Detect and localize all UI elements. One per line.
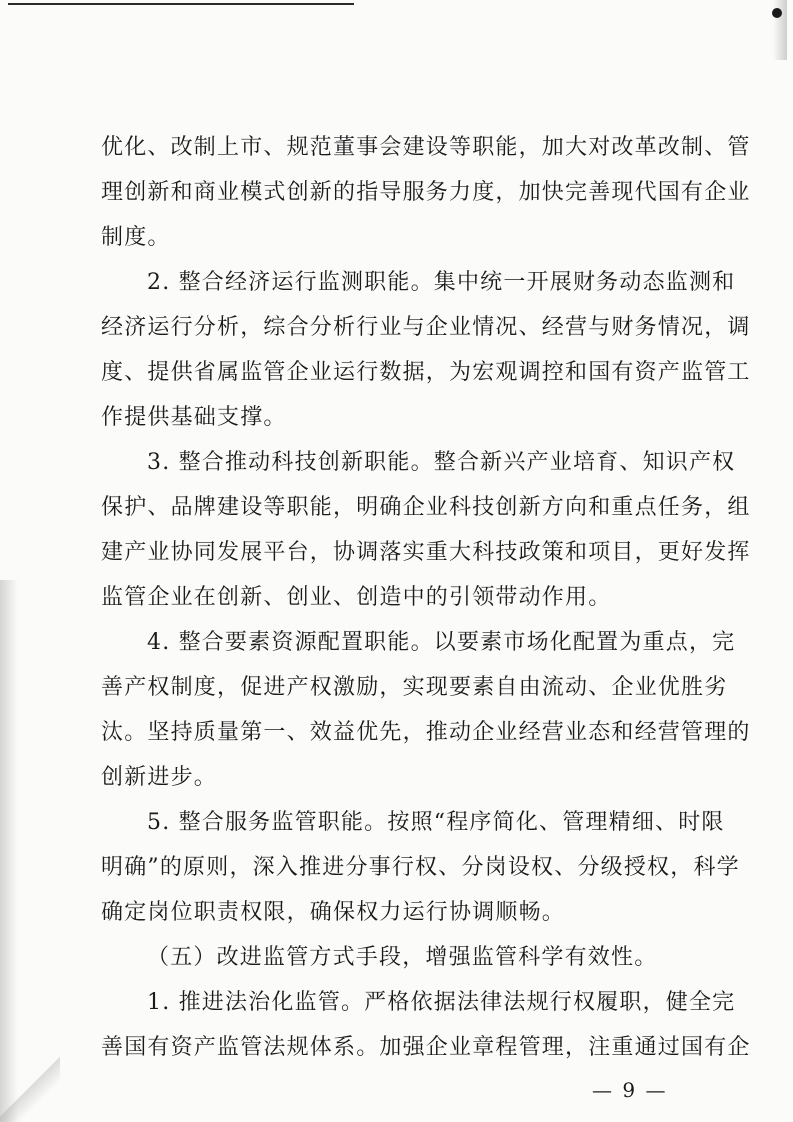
text-line: 监管企业在创新、创业、创造中的引领带动作用。 bbox=[101, 585, 612, 610]
subsection-title: （五）改进监管方式手段，增强监管科学有效性。 bbox=[147, 945, 658, 970]
text-line: 善国有资产监管法规体系。加强企业章程管理，注重通过国有企 bbox=[101, 1035, 751, 1060]
text-line: 建产业协同发展平台，协调落实重大科技政策和项目，更好发挥 bbox=[101, 540, 751, 565]
binding-hole-mark bbox=[772, 8, 782, 18]
scan-edge-shadow-left bbox=[0, 580, 18, 1122]
text-line: 创新进步。 bbox=[101, 765, 218, 790]
section-heading: 5. 整合服务监管职能。按照“程序简化、管理精细、时限 bbox=[147, 810, 725, 835]
text-line: 制度。 bbox=[101, 225, 171, 250]
text-line: 经济运行分析，综合分析行业与企业情况、经营与财务情况，调 bbox=[101, 315, 751, 340]
text-line: 确定岗位职责权限，确保权力运行协调顺畅。 bbox=[101, 900, 566, 925]
text-line: 优化、改制上市、规范董事会建设等职能，加大对改革改制、管 bbox=[101, 135, 751, 160]
text-line: 保护、品牌建设等职能，明确企业科技创新方向和重点任务，组 bbox=[101, 495, 751, 520]
section-heading: 3. 整合推动科技创新职能。整合新兴产业培育、知识产权 bbox=[147, 450, 736, 475]
section-heading: 4. 整合要素资源配置职能。以要素市场化配置为重点，完 bbox=[147, 630, 736, 655]
text-line: 善产权制度，促进产权激励，实现要素自由流动、企业优胜劣 bbox=[101, 675, 728, 700]
text-line: 理创新和商业模式创新的指导服务力度，加快完善现代国有企业 bbox=[101, 180, 751, 205]
text-line: 明确”的原则，深入推进分事行权、分岗设权、分级授权，科学 bbox=[101, 855, 740, 880]
section-heading: 2. 整合经济运行监测职能。集中统一开展财务动态监测和 bbox=[147, 270, 736, 295]
text-line: 度、提供省属监管企业运行数据，为宏观调控和国有资产监管工 bbox=[101, 360, 751, 385]
text-line: 作提供基础支撑。 bbox=[101, 405, 287, 430]
scan-edge-shadow-bottom-left bbox=[0, 1050, 60, 1122]
section-heading: 1. 推进法治化监管。严格依据法律法规行权履职，健全完 bbox=[147, 990, 736, 1015]
top-rule bbox=[8, 3, 354, 5]
page-number: — 9 — bbox=[592, 1078, 668, 1102]
text-line: 汰。坚持质量第一、效益优先，推动企业经营业态和经营管理的 bbox=[101, 720, 751, 745]
